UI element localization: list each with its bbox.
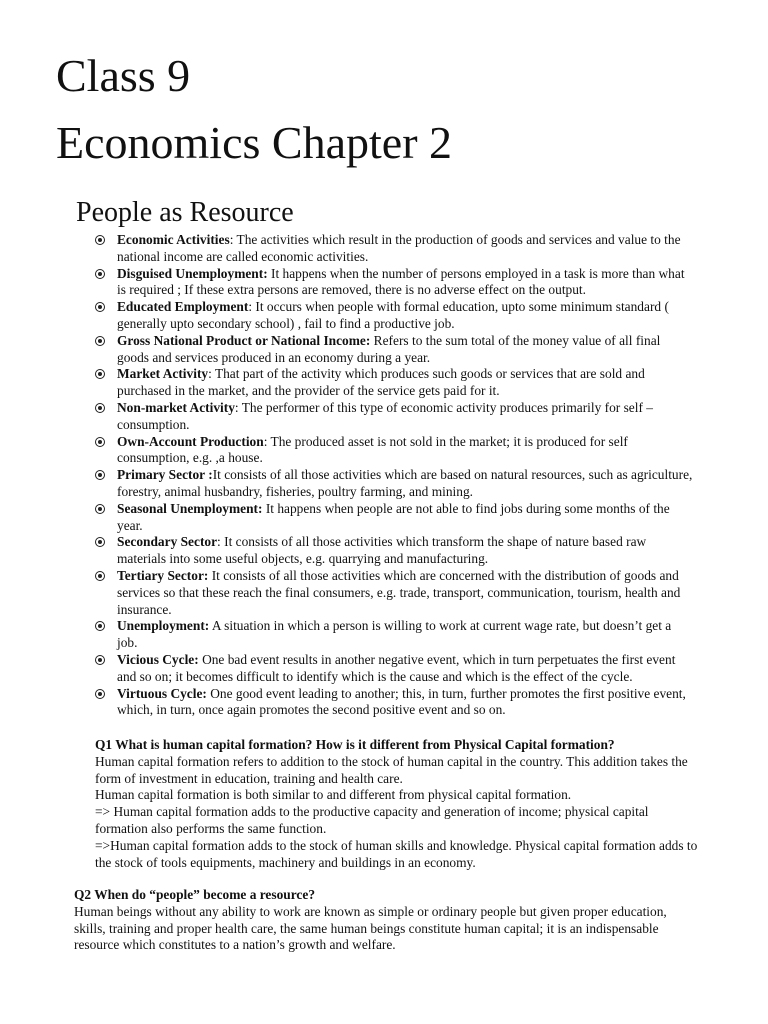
definition-separator: :	[234, 399, 242, 415]
definition-item	[95, 400, 695, 434]
definition-separator: :	[263, 433, 271, 449]
definition-text: The produced asset is not sold in the market; it is produced for self consumption, e.g. ,a house.	[117, 433, 628, 466]
definition-text: One good event leading to another; this, in turn, further promotes the first positive event, which, in turn, once again promotes the second positive event and so on.	[117, 685, 686, 718]
definition-term: Disguised Unemployment:	[117, 265, 268, 281]
definition-item	[95, 534, 695, 568]
definition-text: The performer of this type of economic activity produces primarily for self – consumption.	[117, 399, 653, 432]
bullet-icon	[95, 537, 105, 547]
definition-item	[95, 501, 695, 535]
answer-paragraph: =>Human capital formation adds to the stock of human skills and knowledge. Physical capital formation adds to the stock of tools equipments, machinery and buildings in an economy.	[95, 837, 698, 870]
definition-term: Own-Account Production	[117, 433, 264, 449]
bullet-icon	[95, 689, 105, 699]
definition-item	[95, 434, 695, 468]
definition-term: Vicious Cycle:	[117, 651, 199, 667]
definition-term: Unemployment:	[117, 618, 210, 634]
definition-separator: :	[248, 299, 256, 315]
bullet-icon	[95, 336, 105, 346]
document-title-chapter: Economics Chapter 2	[56, 117, 453, 168]
question-block-2	[74, 887, 699, 954]
bullet-icon	[95, 437, 105, 447]
definition-item	[95, 266, 695, 300]
definition-text: It occurs when people with formal education, upto some minimum standard ( generally upto secondary school) , fail to find a productive job.	[117, 299, 669, 331]
definition-term: Economic Activities	[117, 232, 230, 247]
bullet-icon	[95, 369, 105, 379]
definition-item	[95, 232, 695, 266]
document-title-class: Class 9	[56, 50, 191, 101]
definition-item	[95, 652, 695, 686]
definition-separator: :	[229, 232, 237, 247]
question-heading: Q1 What is human capital formation? How is it different from Physical Capital formation?	[95, 737, 615, 752]
definition-term: Secondary Sector	[117, 534, 218, 550]
definition-text: It happens when the number of persons employed in a task is more than what is required ; If these extra persons are removed, there is no adverse effect on the output.	[117, 265, 685, 298]
bullet-icon	[95, 504, 105, 514]
definition-item	[95, 467, 695, 501]
section-heading: People as Resource	[76, 197, 294, 228]
answer-paragraph: Human beings without any ability to work are known as simple or ordinary people but given proper education, skills, training and proper health care, the same human beings constitute human capital; it is an indispensable resource which constitutes to a nation’s growth and welfare.	[74, 903, 667, 953]
definition-term: Seasonal Unemployment:	[117, 500, 263, 516]
bullet-icon	[95, 403, 105, 413]
definition-item	[95, 568, 695, 618]
definition-item	[95, 686, 695, 720]
definition-separator: :	[208, 366, 215, 382]
definition-term: Virtuous Cycle:	[117, 685, 207, 701]
bullet-icon	[95, 621, 105, 631]
definition-text: Refers to the sum total of the money value of all final goods and services produced in an economy during a year.	[117, 332, 661, 365]
definition-text: It consists of all those activities which are based on natural resources, such as agriculture, forestry, animal husbandry, fisheries, poultry farming, and mining.	[117, 467, 693, 499]
definition-item	[95, 299, 695, 333]
bullet-icon	[95, 470, 105, 480]
definition-separator: :	[217, 534, 225, 550]
definition-term: Market Activity	[117, 366, 209, 382]
bullet-icon	[95, 269, 105, 279]
definition-item	[95, 366, 695, 400]
answer-paragraph: Human capital formation is both similar to and different from physical capital formation.	[95, 787, 572, 803]
definition-term: Tertiary Sector:	[117, 567, 209, 583]
definition-text: It happens when people are not able to find jobs during some months of the year.	[117, 500, 670, 533]
definition-term: Non-market Activity	[117, 399, 235, 415]
definition-text: It consists of all those activities which transform the shape of nature based raw materials into some useful objects, e.g. quarrying and manufacturing.	[117, 534, 647, 567]
definition-item	[95, 333, 695, 367]
definition-text: One bad event results in another negative event, which in turn perpetuates the first event and so on; it becomes difficult to identify which is the cause and which is the effect of the cycle.	[117, 651, 676, 684]
question-heading: Q2 When do “people” become a resource?	[74, 887, 316, 902]
bullet-icon	[95, 235, 105, 245]
definition-term: Educated Employment	[117, 299, 249, 315]
question-block-1	[95, 737, 700, 871]
definition-term: Gross National Product or National Income:	[117, 332, 371, 348]
bullet-icon	[95, 571, 105, 581]
definitions-list	[95, 232, 695, 719]
definition-term: Primary Sector :	[117, 467, 213, 483]
bullet-icon	[95, 302, 105, 312]
definition-text: A situation in which a person is willing to work at current wage rate, but doesn’t get a job.	[117, 618, 672, 651]
answer-paragraph: => Human capital formation adds to the productive capacity and generation of income; physical capital formation also performs the same function.	[95, 804, 649, 836]
definition-text: The activities which result in the production of goods and services and value to the national income are called economic activities.	[117, 232, 681, 264]
definition-text: That part of the activity which produces such goods or services that are sold and purchased in the market, and the provider of the service gets paid for it.	[117, 366, 645, 399]
definition-item	[95, 618, 695, 652]
answer-paragraph: Human capital formation refers to addition to the stock of human capital in the country. This addition takes the form of investment in education, training and health care.	[95, 753, 688, 786]
bullet-icon	[95, 655, 105, 665]
definition-text: It consists of all those activities which are concerned with the distribution of goods and services so that these reach the final consumers, e.g. trade, transport, communication, tourism, health and insurance.	[117, 567, 681, 617]
